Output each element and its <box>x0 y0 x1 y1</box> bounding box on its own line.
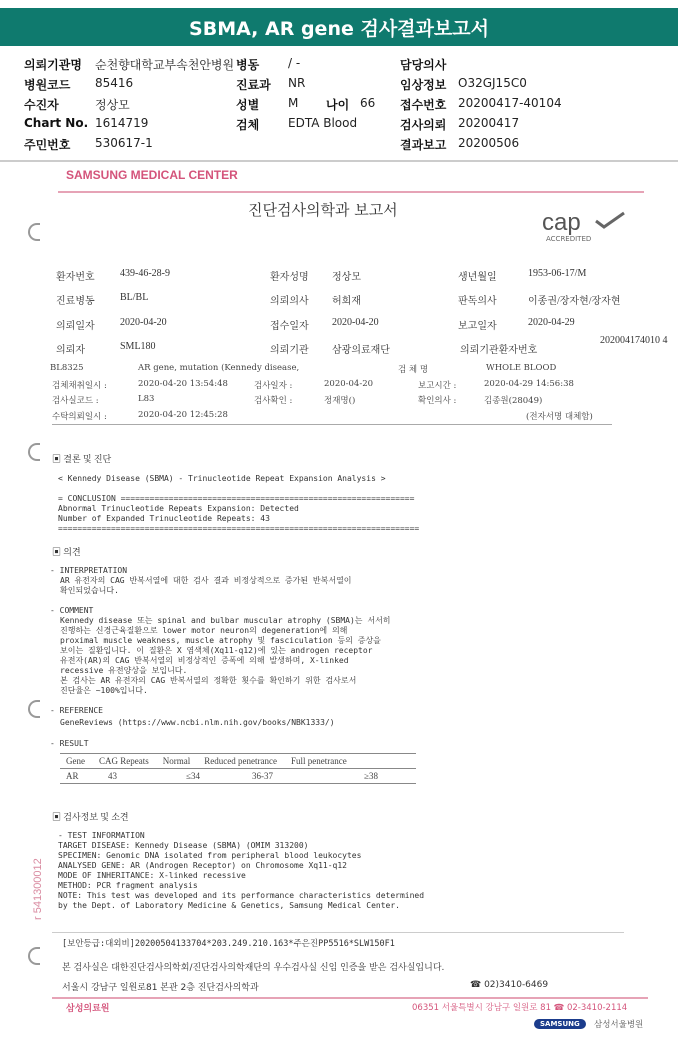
conclusion-block: = CONCLUSION ============================================================= Abnormal Trinucleotide Repeats Expansion: Detected Number of Expanded Trinucleotide Repeats: 43 =========================================================================== <box>58 494 420 533</box>
age-label: 나이 <box>326 98 350 112</box>
cell-reduced: 36-37 <box>252 771 273 781</box>
row-value: 439-46-28-9 <box>120 268 170 279</box>
row-value: 1953-06-17/M <box>528 268 587 279</box>
pink-rule <box>52 997 648 999</box>
hospital-value: 순천향대학교부속천안병원 <box>95 58 235 72</box>
row-value: BL/BL <box>120 292 149 303</box>
punch-hole <box>28 700 40 718</box>
meta-label: 확인의사 : <box>418 396 457 406</box>
rule <box>52 932 624 933</box>
meta-label: 검사실코드 : <box>52 396 99 406</box>
hospital-label: 의뢰기관명 <box>24 58 82 72</box>
accession-label: 접수번호 <box>400 98 447 112</box>
section-conclusion: ▣ 결론 및 진단 <box>52 454 112 464</box>
accession-value: 20200417-40104 <box>458 96 562 110</box>
meta-label: 검사일자 : <box>254 381 293 391</box>
specimen-value: EDTA Blood <box>288 116 358 130</box>
table-row <box>60 769 386 783</box>
clinical-label: 임상정보 <box>400 78 447 92</box>
row-label: 환자번호 <box>56 272 95 283</box>
comment-heading: - COMMENT <box>50 606 94 615</box>
row-value: 2020-04-29 <box>528 317 575 328</box>
scanned-report <box>10 165 670 1035</box>
report-date-label: 결과보고 <box>400 138 447 152</box>
footer-brand: 삼성의료원 <box>66 1004 110 1014</box>
result-table <box>60 754 355 768</box>
row-value: 삼광의료재단 <box>332 345 390 356</box>
hospital-logo-text: 삼성서울병원 <box>594 1020 644 1030</box>
col-normal: Normal <box>162 756 191 766</box>
meta-value: 정재명() <box>324 396 356 406</box>
meta-value: 2020-04-20 <box>324 379 374 389</box>
rule <box>52 424 612 425</box>
col-full: Full penetrance <box>290 756 347 766</box>
meta-value: L83 <box>138 394 155 404</box>
ward-value: / - <box>288 56 301 70</box>
code-value: 85416 <box>95 76 134 90</box>
row-value: 202004174010 4 <box>600 335 668 346</box>
patient-value: 정상모 <box>95 98 130 112</box>
age-value: 66 <box>360 96 376 110</box>
patient-label: 수진자 <box>24 98 59 112</box>
row-label: 보고일자 <box>458 321 497 332</box>
result-table-body <box>60 769 386 783</box>
divider <box>0 160 678 162</box>
col-gene: Gene <box>66 756 85 766</box>
sbma-title: < Kennedy Disease (SBMA) - Trinucleotide Repeat Expansion Analysis > <box>58 474 386 483</box>
cell-normal: ≤34 <box>186 771 200 781</box>
doctor-label: 담당의사 <box>400 58 447 72</box>
row-label: 의뢰기관 <box>270 345 309 356</box>
request-label: 검사의뢰 <box>400 118 447 132</box>
meta-value: 김종원(28049) <box>484 396 543 406</box>
row-label: 진료병동 <box>56 296 95 307</box>
certification-note: 본 검사실은 대한진단검사의학회/진단검사의학재단의 우수검사실 신임 인증을 받은 검사실입니다. <box>62 963 445 973</box>
row-value: 허희재 <box>332 296 361 307</box>
col-reduced: Reduced penetrance <box>204 756 277 766</box>
table-header-row <box>60 754 355 768</box>
meta-label: 보고시간 : <box>418 381 457 391</box>
test-name: AR gene, mutation (Kennedy disease, <box>138 363 300 373</box>
report-title-bar <box>0 8 678 46</box>
row-label: 생년월일 <box>458 272 497 283</box>
lab-phone: ☎ 02)3410-6469 <box>470 980 549 990</box>
chart-label: Chart No. <box>24 116 89 130</box>
dept-value: NR <box>288 76 306 90</box>
chart-value: 1614719 <box>95 116 149 130</box>
row-label: 의뢰기관환자번호 <box>460 345 538 356</box>
sex-value: M <box>288 96 299 110</box>
cell-gene: AR <box>66 771 79 781</box>
row-label: 접수일자 <box>270 321 309 332</box>
interpretation-heading: - INTERPRETATION <box>50 566 128 575</box>
interpretation-text: AR 유전자의 CAG 반복서열에 대한 검사 결과 비정상적으로 증가된 반복서열이 확인되었습니다. <box>60 576 352 595</box>
rrn-label: 주민번호 <box>24 138 71 152</box>
testinfo-block: - TEST INFORMATION TARGET DISEASE: Kennedy Disease (SBMA) (OMIM 313200) SPECIMEN: Genomic DNA isolated from peripheral blood leukocytes ANALYSED GENE: AR (Androgen Receptor) on Chromosome Xq11-q12 MODE OF INHERITANCE: X-linked recessive METHOD: PCR fragment analysis NOTE: This test was developed and its performance characteristics determined by the Dept. of Laboratory Medicine & Genetics, Samsung Medical Center. <box>58 831 425 910</box>
row-label: 판독의사 <box>458 296 497 307</box>
punch-hole <box>28 947 40 965</box>
result-heading: - RESULT <box>50 739 89 748</box>
pink-rule <box>58 191 644 193</box>
dept-label: 진료과 <box>236 78 271 92</box>
test-code: BL8325 <box>50 363 84 373</box>
lab-address: 서울시 강남구 일원로81 본관 2층 진단검사의학과 <box>62 983 259 993</box>
col-cag: CAG Repeats <box>99 756 149 766</box>
samsung-logo: SAMSUNG <box>534 1019 586 1029</box>
meta-value: 2020-04-20 13:54:48 <box>138 379 228 389</box>
reference-heading: - REFERENCE <box>50 706 103 715</box>
meta-value: 2020-04-20 12:45:28 <box>138 410 228 420</box>
comment-text: Kennedy disease 또는 spinal and bulbar muscular atrophy (SBMA)는 서서히 진행하는 신경근육질환으로 lower motor neuron의 degeneration에 의해 proximal muscle weakness, muscle atrophy 및 fasciculation 등의 증상을 보이는 질환입니다. 이 질환은 X 염색체(Xq11-q12)에 있는 androgen receptor 유전자(AR)의 CAG 반복서열의 비정상적인 증폭에 의해 발생하며, X-linked recessive 유전양상을 보입니다. 본 검사는 AR 유전자의 CAG 반복서열의 정확한 횟수를 확인하기 위한 검사로서 진단율은 ~100%입니다. <box>60 616 391 695</box>
punch-hole <box>28 443 40 461</box>
result-table-wrap <box>60 753 416 784</box>
specimen-name-label: 검 체 명 <box>398 365 429 375</box>
security-line: [보안등급:대외비]20200504133704*203.249.210.163*주은진PP5516*SLW150F1 <box>62 939 395 949</box>
report-date-value: 20200506 <box>458 136 520 150</box>
center-name: SAMSUNG MEDICAL CENTER <box>66 168 238 182</box>
footer-address: 06351 서울특별시 강남구 일원로 81 ☎ 02-3410-2114 <box>412 1003 628 1013</box>
cell-cag: 43 <box>108 771 117 781</box>
meta-value: 2020-04-29 14:56:38 <box>484 379 574 389</box>
request-value: 20200417 <box>458 116 520 130</box>
sex-label: 성별 <box>236 98 260 112</box>
rrn-value: 530617-1 <box>95 136 153 150</box>
meta-label: 검사확인 : <box>254 396 293 406</box>
cap-accredited-logo: cap ACCREDITED <box>542 209 632 243</box>
clinical-value: O32GJ15C0 <box>458 76 527 90</box>
row-label: 의뢰일자 <box>56 321 95 332</box>
page-title: SBMA, AR gene 검사결과보고서 <box>189 17 489 40</box>
specimen-name: WHOLE BLOOD <box>486 363 557 373</box>
row-value: 이종권/장자현/장자현 <box>528 296 621 307</box>
meta-label: 수탁의뢰일시 : <box>52 412 107 422</box>
row-value: 정상모 <box>332 272 361 283</box>
section-opinion: ▣ 의견 <box>52 547 81 557</box>
section-testinfo: ▣ 검사정보 및 소견 <box>52 812 129 822</box>
row-value: SML180 <box>120 341 156 352</box>
row-label: 환자성명 <box>270 272 309 283</box>
specimen-label: 검체 <box>236 118 260 132</box>
ward-label: 병동 <box>236 58 260 72</box>
row-label: 의뢰자 <box>56 345 85 356</box>
row-value: 2020-04-20 <box>332 317 379 328</box>
cell-full: ≥38 <box>364 771 378 781</box>
side-serial-number: r 541300012 <box>32 858 44 920</box>
meta-label: 검체채취일시 : <box>52 381 107 391</box>
report-title: 진단검사의학과 보고서 <box>248 201 398 219</box>
reference-text: GeneReviews (https://www.ncbi.nlm.nih.gov/books/NBK1333/) <box>60 718 335 727</box>
punch-hole <box>28 223 40 241</box>
row-label: 의뢰의사 <box>270 296 309 307</box>
meta-value: (전자서명 대체함) <box>526 412 593 422</box>
row-value: 2020-04-20 <box>120 317 167 328</box>
code-label: 병원코드 <box>24 78 71 92</box>
